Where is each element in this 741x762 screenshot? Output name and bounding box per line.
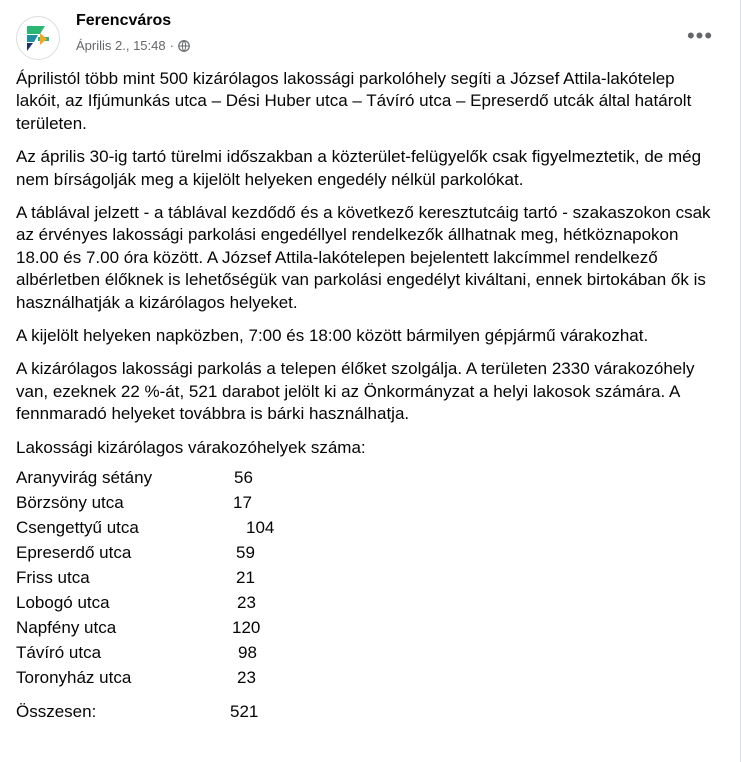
post-body	[16, 68, 721, 724]
ferencvaros-logo-icon	[23, 23, 53, 53]
list-item	[16, 615, 721, 640]
globe-icon[interactable]	[178, 40, 190, 52]
post-paragraph-2: Az április 30-ig tartó türelmi időszakban a közterület-felügyelők csak figyelmeztetik, de még nem bírságolják meg a kijelölt helyeken engedély nélkül parkolókat.	[16, 147, 702, 189]
post-paragraph-1: Áprilistól több mint 500 kizárólagos lakossági parkolóhely segíti a József Attila-lakótelep lakóit, az Ifjúmunkás utca – Dési Huber utca – Távíró utca – Epreserdő utcák által határolt területen.	[16, 69, 692, 133]
list-heading: Lakossági kizárólagos várakozóhelyek száma:	[16, 437, 366, 457]
post-paragraph-5: A kizárólagos lakossági parkolás a telepen élőket szolgálja. A területen 2330 várakozóhely van, ezeknek 22 %-át, 521 darabot jelölt ki az Önkormányzat a helyi lakosok számára. A fennmaradó helyeket továbbra is bárki használhatja.	[16, 359, 695, 424]
street-count: 120	[232, 618, 261, 638]
street-count: 104	[246, 518, 275, 538]
street-name: Toronyház utca	[16, 668, 132, 688]
post-header	[16, 12, 724, 60]
street-count: 23	[237, 593, 256, 613]
street-count: 56	[234, 468, 253, 488]
street-count: 23	[237, 668, 256, 688]
meta-separator: ·	[169, 38, 174, 53]
list-item	[16, 515, 721, 540]
street-name: Napfény utca	[16, 618, 117, 638]
page-avatar[interactable]	[16, 16, 60, 60]
street-name: Távíró utca	[16, 643, 102, 663]
list-item	[16, 640, 721, 665]
post-timestamp[interactable]: Április 2., 15:48	[76, 38, 166, 53]
total-row	[16, 699, 721, 724]
post-paragraph-4: A kijelölt helyeken napközben, 7:00 és 18:00 között bármilyen gépjármű várakozhat.	[16, 326, 649, 346]
street-list	[16, 465, 721, 690]
list-item	[16, 490, 721, 515]
street-count: 98	[238, 643, 257, 663]
street-count: 21	[236, 568, 255, 588]
street-name: Csengettyű utca	[16, 518, 139, 538]
more-options-icon[interactable]: •••	[686, 23, 714, 48]
street-name: Lobogó utca	[16, 593, 110, 613]
street-name: Epreserdő utca	[16, 543, 132, 563]
street-name: Friss utca	[16, 568, 90, 588]
list-item	[16, 665, 721, 690]
list-item	[16, 565, 721, 590]
street-name: Börzsöny utca	[16, 493, 124, 513]
list-item	[16, 465, 721, 490]
total-label: Összesen:	[16, 702, 97, 722]
list-item	[16, 590, 721, 615]
post-paragraph-3: A táblával jelzett - a táblával kezdődő és a következő keresztutcáig tartó - szakaszokon csak az érvényes lakossági parkolási engedéllyel rendelkezők állhatnak meg, hétköznapokon 18.00 és 7.00 óra között. A József Attila-lakótelepen bejelentett lakcímmel rendelkező albérletben élőknek is lehetőségük van parkolási engedélyt kiváltani, ennek birtokában ők is használhatják a kizárólagos helyeket.	[16, 203, 711, 312]
list-item	[16, 540, 721, 565]
street-name: Aranyvirág sétány	[16, 468, 153, 488]
street-count: 17	[233, 493, 252, 513]
street-count: 59	[236, 543, 255, 563]
post-meta	[76, 38, 190, 53]
page-name[interactable]: Ferencváros	[76, 12, 172, 29]
total-count: 521	[230, 702, 259, 722]
